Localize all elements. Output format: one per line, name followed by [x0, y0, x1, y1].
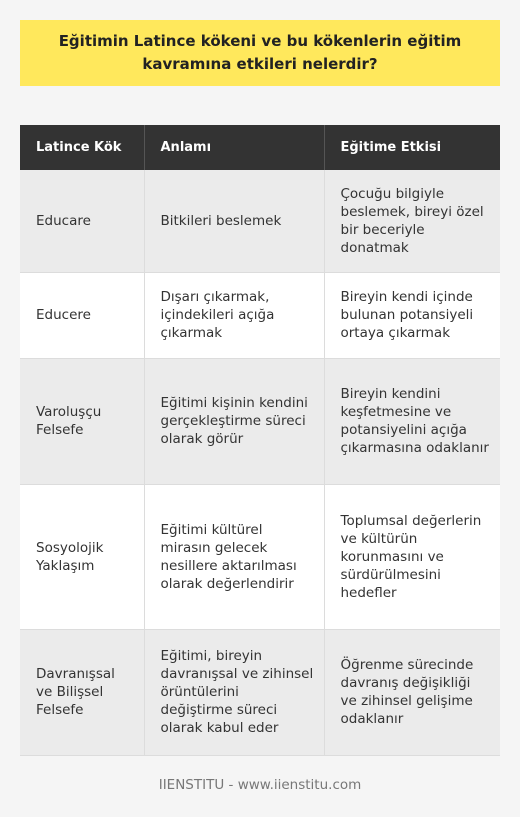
- table-row: [20, 629, 500, 755]
- column-header-effect: Eğitime Etkisi: [324, 125, 500, 170]
- table-row: [20, 484, 500, 629]
- column-header-latin-root: Latince Kök: [20, 125, 144, 170]
- table-row: [20, 272, 500, 358]
- cell-meaning: Bitkileri beslemek: [144, 170, 324, 272]
- cell-meaning: Eğitimi, bireyin davranışsal ve zihinsel örüntülerini değiştirme süreci olarak kabul eder: [144, 629, 324, 755]
- cell-latin-root: Sosyolojik Yaklaşım: [20, 484, 144, 629]
- cell-latin-root: Davranışsal ve Bilişsel Felsefe: [20, 629, 144, 755]
- cell-effect: Öğrenme sürecinde davranış değişikliği ve zihinsel gelişime odaklanır: [324, 629, 500, 755]
- cell-effect: Toplumsal değerlerin ve kültürün korunmasını ve sürdürülmesini hedefler: [324, 484, 500, 629]
- table-row: [20, 170, 500, 272]
- cell-latin-root: Educare: [20, 170, 144, 272]
- cell-meaning: Eğitimi kültürel mirasın gelecek nesillere aktarılması olarak değerlendirir: [144, 484, 324, 629]
- page-title: Eğitimin Latince kökeni ve bu kökenlerin eğitim kavramına etkileri nelerdir?: [58, 32, 462, 73]
- comparison-table: [20, 125, 500, 756]
- footer-credit: IIENSTITU - www.iienstitu.com: [158, 777, 362, 793]
- cell-effect: Bireyin kendini keşfetmesine ve potansiyelini açığa çıkarmasına odaklanır: [324, 358, 500, 484]
- table-header-row: [20, 125, 500, 170]
- cell-effect: Çocuğu bilgiyle beslemek, bireyi özel bir beceriyle donatmak: [324, 170, 500, 272]
- cell-meaning: Dışarı çıkarmak, içindekileri açığa çıkarmak: [144, 272, 324, 358]
- cell-meaning: Eğitimi kişinin kendini gerçekleştirme süreci olarak görür: [144, 358, 324, 484]
- cell-latin-root: Educere: [20, 272, 144, 358]
- cell-latin-root: Varoluşçu Felsefe: [20, 358, 144, 484]
- cell-effect: Bireyin kendi içinde bulunan potansiyeli ortaya çıkarmak: [324, 272, 500, 358]
- title-banner: [20, 20, 500, 86]
- table-row: [20, 358, 500, 484]
- column-header-meaning: Anlamı: [144, 125, 324, 170]
